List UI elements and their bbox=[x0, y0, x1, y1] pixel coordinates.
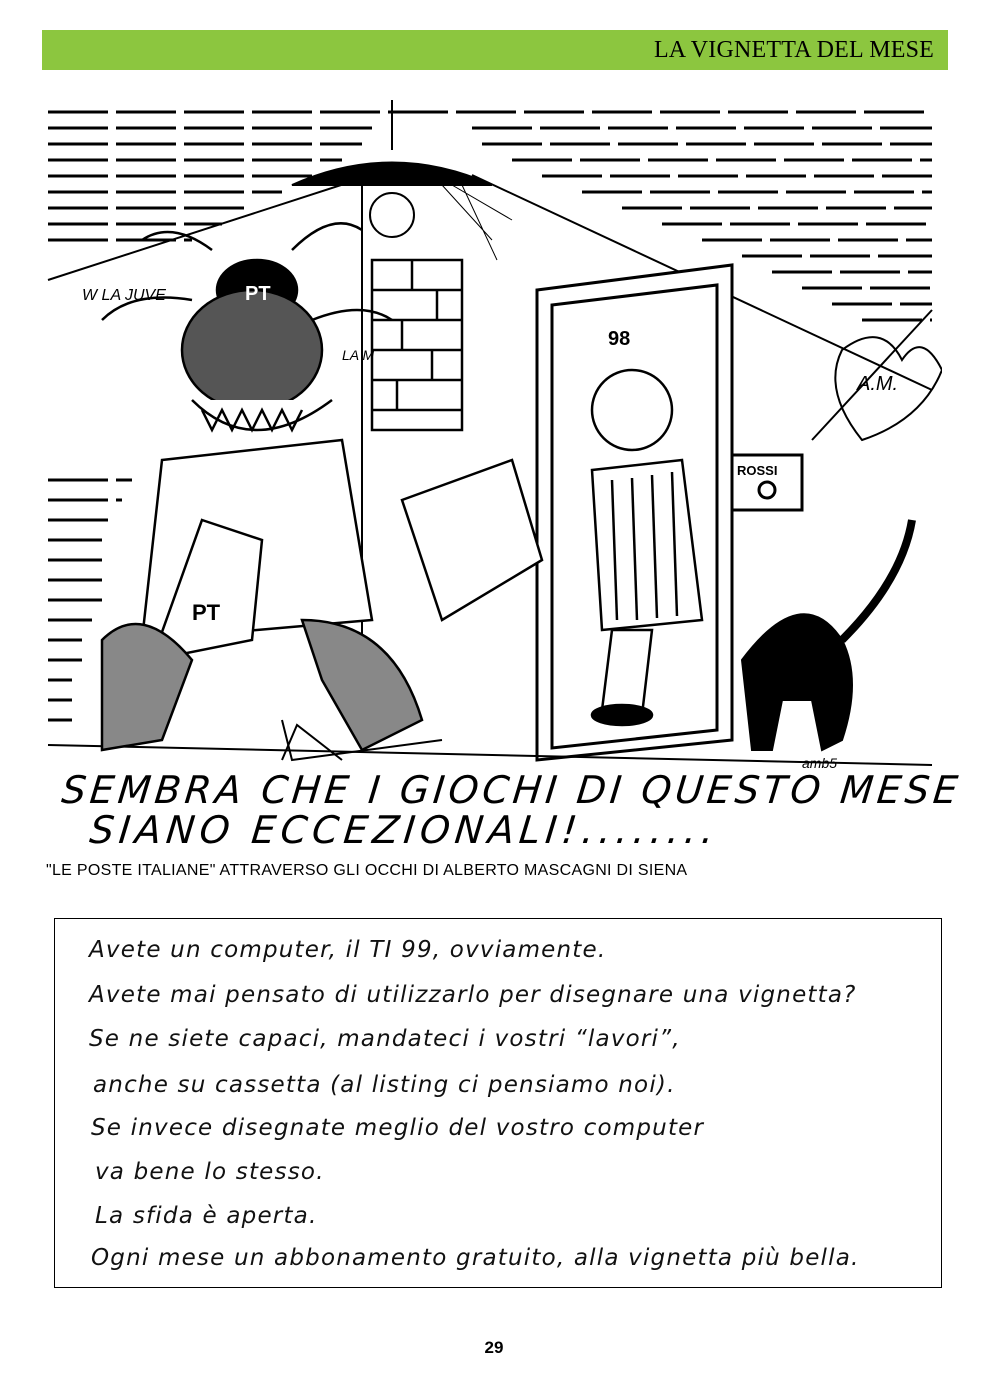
artist-signature: amb5 bbox=[802, 755, 838, 771]
black-cat bbox=[742, 520, 912, 750]
ceiling-lamp bbox=[292, 100, 512, 260]
cartoon-illustration bbox=[42, 100, 942, 780]
cartoon-caption-line-2: SIANO ECCEZIONALI!........ bbox=[87, 808, 721, 852]
page-number: 29 bbox=[484, 1338, 504, 1357]
cap-badge: PT bbox=[245, 283, 271, 305]
door-nameplate: ROSSI bbox=[737, 463, 778, 478]
box-line: Ogni mese un abbonamento gratuito, alla vignetta più bella. bbox=[91, 1245, 860, 1271]
invitation-box bbox=[54, 918, 942, 1288]
cartoon-caption-line-1: SEMBRA CHE I GIOCHI DI QUESTO MESE bbox=[59, 768, 964, 812]
section-header-bar bbox=[42, 30, 948, 70]
box-line: Avete un computer, il TI 99, ovviamente. bbox=[89, 937, 607, 963]
box-line: La sfida è aperta. bbox=[95, 1203, 318, 1229]
cartoon-credit: "LE POSTE ITALIANE" ATTRAVERSO GLI OCCHI DI ALBERTO MASCAGNI DI SIENA bbox=[46, 862, 688, 879]
heart-initials: A.M. bbox=[857, 373, 899, 395]
box-line: Se invece disegnate meglio del vostro computer bbox=[91, 1115, 705, 1141]
brick-patch bbox=[372, 260, 462, 430]
bag-badge: PT bbox=[192, 600, 221, 625]
graffiti-la-m: LA M bbox=[342, 347, 375, 363]
section-title: LA VIGNETTA DEL MESE bbox=[653, 37, 934, 63]
door-number: 98 bbox=[608, 328, 631, 350]
monster-postman bbox=[102, 223, 542, 750]
cartoon-drawing bbox=[42, 100, 942, 780]
box-line: Avete mai pensato di utilizzarlo per disegnare una vignetta? bbox=[89, 982, 857, 1008]
box-line: anche su cassetta (al listing ci pensiamo noi). bbox=[93, 1072, 676, 1098]
box-line: va bene lo stesso. bbox=[95, 1159, 325, 1185]
graffiti-juve: W LA JUVE bbox=[82, 287, 166, 304]
box-line: Se ne siete capaci, mandateci i vostri “lavori”, bbox=[89, 1026, 681, 1052]
